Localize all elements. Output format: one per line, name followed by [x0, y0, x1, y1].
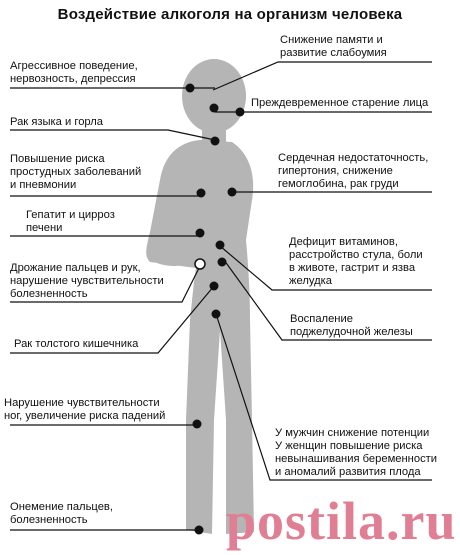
- connector-tongue: [10, 130, 215, 140]
- label-reproductive: У мужчин снижение потенции У женщин повышение риска невынашивания беременности и аномалий развития плода: [275, 427, 438, 478]
- dot-tremor: [195, 259, 205, 269]
- label-liver: Гепатит и цирроз печени: [26, 209, 115, 234]
- label-numbness: Онемение пальцев, болезненность: [10, 501, 113, 526]
- label-legs-sensitivity: Нарушение чувствительности ног, увеличение риска падений: [4, 397, 166, 422]
- dot-heart: [228, 188, 237, 197]
- dot-cold: [197, 189, 206, 198]
- label-face-aging: Преждевременное старение лица: [251, 97, 429, 109]
- silhouette-head: [182, 59, 246, 133]
- label-cold-risk: Повышение риска простудных заболеваний и пневмонии: [10, 153, 142, 191]
- dot-aggr: [186, 84, 195, 93]
- label-colon-cancer: Рак толстого кишечника: [14, 338, 139, 350]
- label-vitamins: Дефицит витаминов, расстройство стула, боли в животе, гастрит и язва желудка: [289, 236, 423, 287]
- dot-tongue: [211, 137, 220, 146]
- dot-numb: [195, 526, 204, 535]
- dot-colon: [210, 282, 219, 291]
- label-tongue-cancer: Рак языка и горла: [10, 116, 104, 128]
- dot-aging: [236, 108, 245, 117]
- label-aggressive-behavior: Агрессивное поведение, нервозность, депрессия: [10, 60, 138, 85]
- dot-liver: [196, 229, 205, 238]
- label-pancreas: Воспаление поджелудочной железы: [290, 313, 413, 338]
- watermark: postila.ru: [226, 491, 457, 551]
- dot-vitamins: [216, 241, 225, 250]
- dot-repro: [212, 310, 221, 319]
- dot-memory: [210, 104, 219, 113]
- connector-memory: [213, 62, 432, 90]
- label-tremor: Дрожание пальцев и рук, нарушение чувствительности болезненность: [10, 262, 164, 300]
- page-title: Воздействие алкоголя на организм человека: [57, 6, 403, 23]
- label-heart: Сердечная недостаточность, гипертония, снижение гемоглобина, рак груди: [278, 152, 429, 190]
- dot-legs: [193, 420, 202, 429]
- label-memory: Снижение памяти и развитие слабоумия: [280, 34, 387, 59]
- dot-pancreas: [218, 258, 227, 267]
